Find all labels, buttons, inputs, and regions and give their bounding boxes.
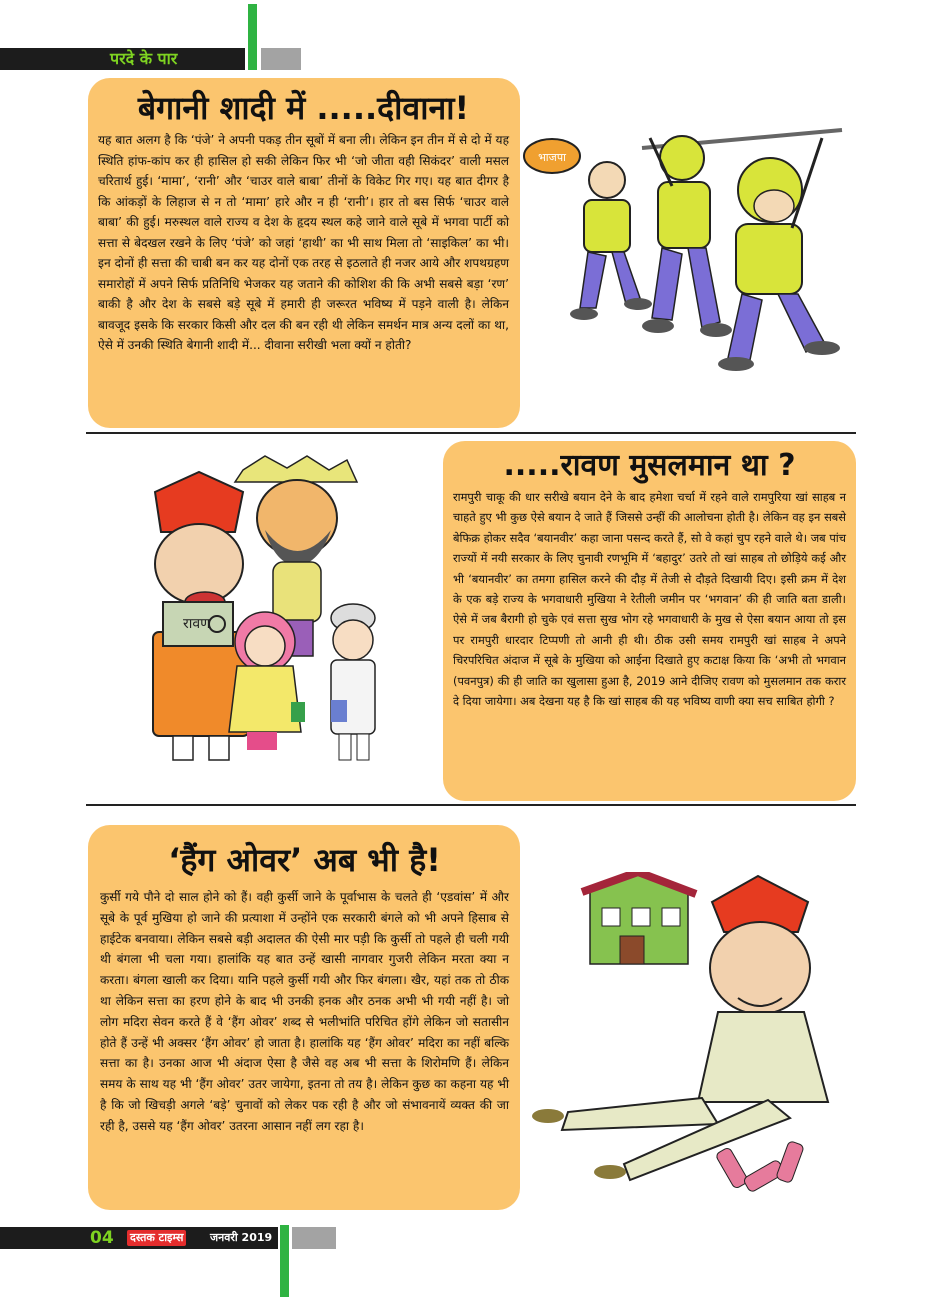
rugby-ball bbox=[524, 139, 580, 173]
bungalow-figure bbox=[582, 872, 696, 964]
player-1 bbox=[570, 162, 652, 320]
article-3-body: कुर्सी गये पौने दो साल होने को हैं। वही कुर्सी जाने के पूर्वाभास के चलते ही ‘एडवांस’ में और सूबे के पूर्व मुखिया हो जाने की प्रत्याशा में उन्होंने एक सरकारी बंगले को भी अपने हिसाब से हाईटेक बनवाया। लेकिन सबसे बड़ी अदालत की ऐसी मार पड़ी कि कुर्सी तो पहले ही चली गयी थी बंगला भी चला गया। हालांकि यह बात उन्हें खासी नागवार गुजरी लेकिन मरता क्या न करता। बंगला खाली कर दिया। यानि पहले कुर्सी गयी और फिर बंगला। खैर, यहां तक तो ठीक था लेकिन सत्ता का हरण होने के बाद भी उनकी हनक और ठनक अभी भी गयी नहीं है। जो लोग मदिरा सेवन करते हैं वे ‘हैंग ओवर’ शब्द से भलीभांति परिचित होंगे लेकिन जो सतासीन होते हैं उन्हें भी अक्सर ‘हैंग ओवर’ हो जाता है। हालांकि यह ‘हैंग ओवर’ मदिरा का नहीं बल्कि सत्ता का है। उनका आज भी अंदाज ऐसा है जैसे वह अब भी सत्ता के शिरोमणि हैं। लेकिन समय के साथ यह भी ‘हैंग ओवर’ उतर जायेगा, इतना तो तय है। लेकिन कुछ का कहना यह भी है कि जो खिचड़ी अगले ‘बड़े’ चुनावों को लेकर पक रही है और जो संभावनायें व्यक्त की जा रही है, उससे यह ‘हैंग ओवर’ उतरना आसान नहीं लग रहा है। bbox=[100, 890, 509, 1133]
article-2-box bbox=[443, 441, 856, 801]
header-accent-bar bbox=[248, 4, 257, 70]
article-1-title: बेगानी शादी में .....दीवाना! bbox=[137, 89, 470, 127]
ball-label: भाजपा bbox=[538, 151, 566, 164]
section-divider-1 bbox=[86, 432, 856, 434]
girl-figure bbox=[229, 612, 305, 750]
placard-label: रावण bbox=[183, 616, 211, 632]
page-number: 04 bbox=[90, 1228, 114, 1248]
footer-gray-block bbox=[292, 1227, 336, 1249]
issue-date: जनवरी 2019 bbox=[210, 1231, 273, 1244]
article-3-title: ‘हैंग ओवर’ अब भी है! bbox=[168, 841, 441, 879]
ravan-cartoon-illustration bbox=[95, 452, 425, 772]
header-gray-block bbox=[261, 48, 301, 70]
player-3 bbox=[718, 138, 840, 371]
article-2-body: रामपुरी चाकू की धार सरीखे बयान देने के बाद हमेशा चर्चा में रहने वाले रामपुरिया खां साहब न चाहते हुए भी कुछ ऐसे बयान दे जाते हैं जिससे उन्हीं की आलोचना होती है। लेकिन वह इन सबसे बेफिक्र होकर सदैव ‘बयानवीर’ कहा जाना पसन्द करते हैं, सो वे कहां चुप रहने वाले थे। जब पांच राज्यों में नयी सरकार के लिए चुनावी रणभूमि में ‘बहादुर’ उतरे तो खां साहब तो छोड़िये कई और भी ‘बयानवीर’ का तमगा हासिल करने की दौड़ में तेजी से दौड़ते दिखायी दिए। इसी क्रम में देश के एक बड़े राज्य के भगवाधारी मुखिया ने रेतीली जमीन पर ‘भगवान’ की ही जाति बता डाली। ऐसे में जब बैरागी हो चुके एवं सत्ता सुख भोग रहे भगवाधारी के मुख से ऐसा बयान आया तो इस पर रामपुरी धारदार टिप्पणी तो आनी ही थी। ठीक उसी समय रामपुरी खां साहब ने अपने चिरपरिचित अंदाज में सूबे के मुखिया को आईना दिखाते हुए कटाक्ष किया कि ‘अभी तो भगवान (पवनपुत्र) की ही जाति का खुलासा हुआ है, 2019 आने दीजिए रावण को मुसलमान तक करार दे दिया जायेगा। अब देखना यह है कि खां साहब की यह भविष्य वाणी क्या सच साबित होगी ? bbox=[453, 490, 846, 709]
article-1-body: यह बात अलग है कि ‘पंजे’ ने अपनी पकड़ तीन सूबों में बना ली। लेकिन इन तीन में से दो में यह स्थिति हांफ-कांप कर ही हासिल हो सकी लेकिन फिर भी ‘जो जीता वही सिकंदर’ वाली मसल चरितार्थ हुई। ‘मामा’, ‘रानी’ और ‘चाउर वाले बाबा’ तीनों के विकेट गिर गए। यह बात दीगर है कि आंकड़ों के लिहाज से न तो ‘मामा’ हारे और न ही ‘रानी’। हार तो बस सिर्फ ‘चाउर वाले बाबा’ की हुई। मरुस्थल वाले राज्य व देश के हृदय स्थल कहे जाने वाले सूबे में भगवा पार्टी को सत्ता से बेदखल रखने के लिए ‘पंजे’ को जहां ‘हाथी’ का भी साथ मिला तो ‘साइकिल’ का भी। इन दोनों ही सत्ता की चाबी बन कर यह दोनों एक तरह से इठलाते ही नजर आये और शपथग्रहण समारोहों में अपने सिर्फ प्रतिनिधि भेजकर यह जताने की कोशिश की कि अभी सबसे बड़ा ‘रण’ बाकी है और देश के सबसे बड़े सूबे में हमारी ही जरूरत भविष्य में पड़ने वाली है। लेकिन बावजूद इसके कि सरकार किसी और दल की बन रही थी लेकिन समर्थन मात्र अन्य दलों का था, ऐसे में उनकी स्थिति बेगानी शादी में... दीवाना सरीखी भला क्यों न होती? bbox=[98, 133, 509, 352]
rugby-cartoon-illustration bbox=[522, 108, 852, 378]
footer-accent-bar bbox=[280, 1225, 289, 1297]
magazine-name: दस्तक टाइम्स bbox=[127, 1230, 186, 1246]
section-label: परदे के पार bbox=[110, 49, 178, 68]
article-2-title: .....रावण मुसलमान था ? bbox=[503, 448, 796, 483]
section-divider-2 bbox=[86, 804, 856, 806]
hangover-cartoon-illustration bbox=[528, 872, 840, 1212]
boy-figure bbox=[331, 604, 375, 760]
article-3-box bbox=[88, 825, 520, 1210]
player-2 bbox=[642, 136, 732, 337]
article-1-box bbox=[88, 78, 520, 428]
bottles-figure bbox=[715, 1140, 804, 1192]
